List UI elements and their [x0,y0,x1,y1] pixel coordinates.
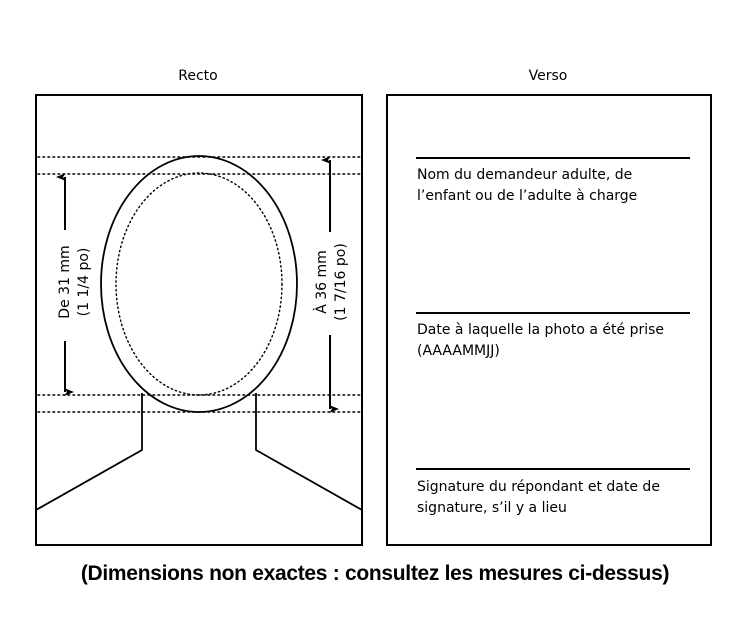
max-measure-in: (1 7/16 po) [333,243,349,321]
field-name-label [417,165,697,207]
min-measure-label [56,232,94,332]
field-signature-label [417,477,697,519]
max-measure-label [313,232,351,332]
left-shoulder [36,393,142,510]
field-date-label [417,320,697,362]
min-measure-in: (1 1/4 po) [76,247,92,317]
recto-title: Recto [178,68,218,84]
dimensions-note: (Dimensions non exactes : consultez les mesures ci-dessus) [80,562,670,585]
verso-title: Verso [528,68,568,84]
field-signature-line1: Signature du répondant et date de [417,479,660,495]
field-name-line2: l’enfant ou de l’adulte à charge [417,188,638,204]
field-signature-line2: signature, s’il y a lieu [417,500,567,516]
field-name-line1: Nom du demandeur adulte, de [417,167,633,183]
field-date-line2: (AAAAMMJJ) [417,343,500,359]
max-measure-mm: À 36 mm [314,250,330,314]
head-outer-oval [101,156,297,412]
min-measure-mm: De 31 mm [57,245,73,319]
field-date-line1: Date à laquelle la photo a été prise [417,322,665,338]
head-inner-oval [116,173,282,395]
right-shoulder [256,393,362,510]
